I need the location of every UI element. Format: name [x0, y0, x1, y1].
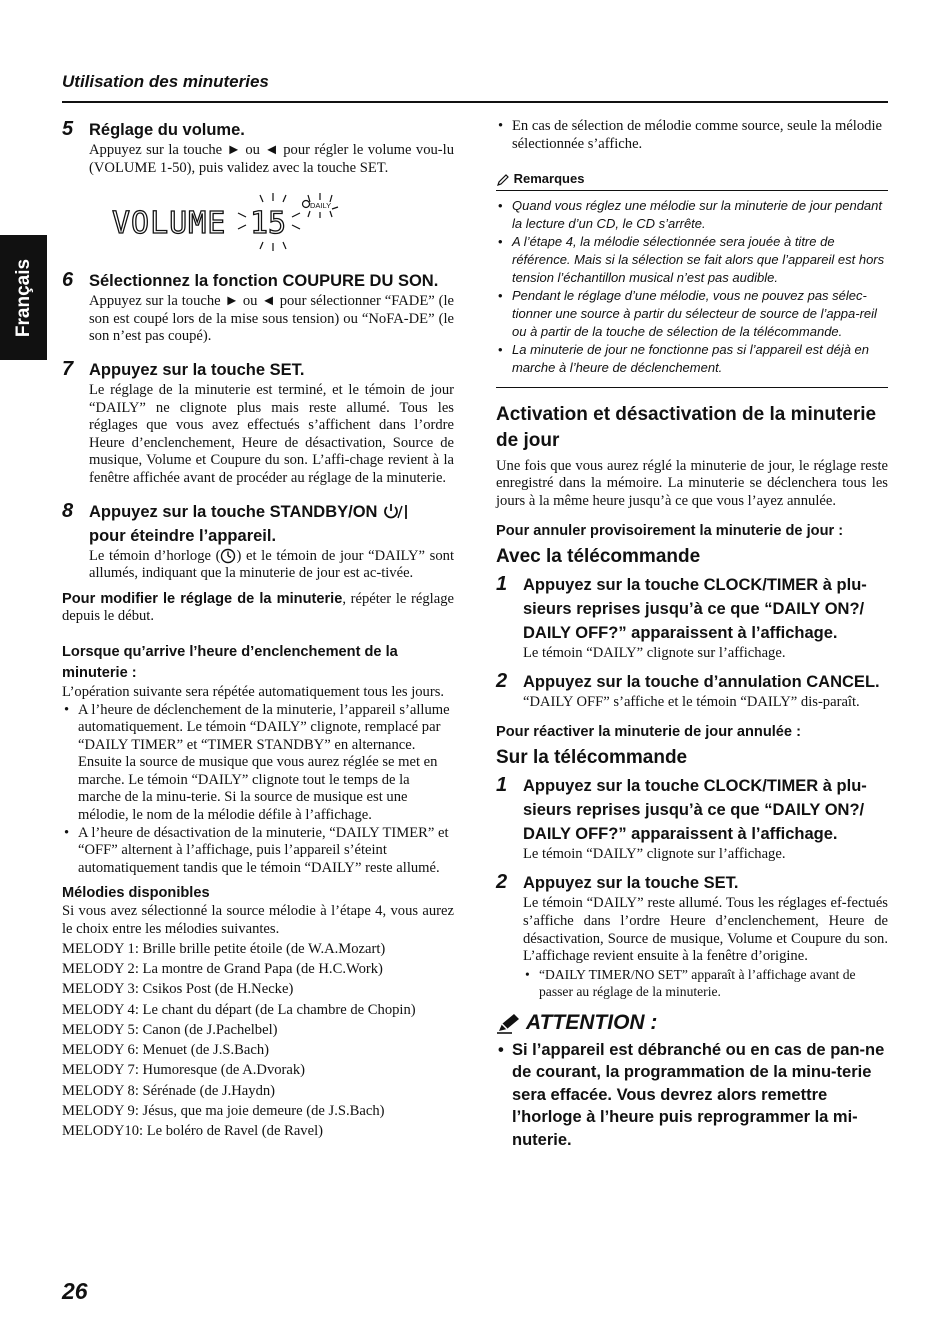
step-text: “DAILY OFF” s’affiche et le témoin “DAILY” dis-paraît.	[523, 694, 860, 711]
list-item: • La minuterie de jour ne fonctionne pas si l’appareil est déjà en marche à l’heure de déclenchement.	[496, 341, 888, 377]
annuler-label: Pour annuler provisoirement la minuterie de jour :	[496, 522, 844, 539]
step-number: 5	[62, 118, 74, 140]
list-item: MELODY 1: Brille brille petite étoile (de W.A.Mozart)	[62, 940, 386, 957]
list-item: MELODY 2: La montre de Grand Papa (de H.C.Work)	[62, 960, 383, 977]
step-title-part-b: pour éteindre l’appareil.	[89, 526, 277, 545]
list-item: • A l’heure de désactivation de la minuterie, “DAILY TIMER” et “OFF” alternent à l’affichage, puis l’appareil s’éteint automatiquement tandis que le témoin “DAILY” reste allumé.	[62, 825, 454, 878]
annuler-step-2	[496, 670, 888, 712]
step-title: Appuyez sur la touche SET.	[523, 874, 739, 893]
step-7	[62, 358, 454, 488]
step-number: 1	[496, 572, 508, 595]
clock-indicator-icon	[220, 548, 236, 564]
list-item: MELODY 4: Le chant du départ (de La chambre de Chopin)	[62, 1001, 416, 1018]
step-text	[89, 548, 454, 583]
list-item: • A l’étape 4, la mélodie sélectionnée sera jouée à titre de référence. Mais si la sélection se fait alors que l’appareil est hors tension l’échantillon musical n’est pas audible.	[496, 233, 888, 287]
attention-title: ATTENTION :	[526, 1010, 658, 1034]
melody-list	[62, 939, 454, 1142]
step-6	[62, 269, 454, 346]
step-title: Réglage du volume.	[89, 121, 245, 139]
step-title: Sélectionnez la fonction COUPURE DU SON.	[89, 272, 439, 291]
reactiver-step-2	[496, 871, 888, 1001]
list-item: MELODY 3: Csikos Post (de H.Necke)	[62, 981, 294, 998]
step-number: 7	[62, 357, 74, 380]
modify-note-rest: , répéter le réglage depuis le début.	[62, 590, 454, 625]
list-item: MELODY 6: Menuet (de J.S.Bach)	[62, 1042, 269, 1059]
step-text: Le réglage de la minuterie est terminé, et le témoin de jour “DAILY” ne clignote plus mais reste allumé. Tous les réglages que vous avez effectués s’affichent dans l’ordre Heure d’enclenchement, Heure de désactivation, Source de musique, Volume et Coupure du son. L’affi-chage revient à la fenêtre affichée avant de procéder au réglage de la minuterie.	[89, 381, 454, 486]
activation-text: Une fois que vous aurez réglé la minuterie de jour, le réglage reste enregistré dans la mémoire. La minuterie se déclenchera tous les jours à la même heure jusqu’à ce que vous l’ayez annulée.	[496, 457, 888, 509]
step-title: Appuyez sur la touche SET.	[89, 360, 305, 379]
activation-title: Activation et désactivation de la minuterie de jour	[496, 403, 877, 451]
step-bullet-list	[523, 966, 888, 1001]
page-number: 26	[62, 1278, 88, 1304]
note-pencil-icon	[496, 173, 510, 187]
section-divider	[496, 387, 888, 388]
attention-list	[496, 1039, 888, 1152]
step-text: Appuyez sur la touche ► ou ◄ pour régler le volume vou-lu (VOLUME 1-50), puis validez avec la touche SET.	[89, 142, 454, 176]
remarques-heading	[496, 169, 888, 191]
list-item: MELODY 7: Humoresque (de A.Dvorak)	[62, 1062, 306, 1079]
annuler-subtitle: Avec la télécommande	[496, 545, 701, 567]
step-title-part-a: Appuyez sur la touche STANDBY/ON	[89, 502, 378, 521]
step-text-part-a: Le témoin d’horloge (	[89, 547, 221, 564]
step-8	[62, 500, 454, 583]
step-text: Appuyez sur la touche ► ou ◄ pour sélectionner “FADE” (le son est coupé lors de la mise sous tension) ou “NoFA-DE” (le son n’est pas coupé).	[89, 293, 454, 345]
volume-value: 15	[250, 206, 287, 242]
reactiver-subtitle: Sur la télécommande	[496, 746, 688, 768]
remarques-title: Remarques	[513, 171, 585, 187]
step-number: 8	[62, 499, 74, 522]
list-item: MELODY 5: Canon (de J.Pachelbel)	[62, 1021, 278, 1038]
right-column	[496, 118, 888, 1151]
language-tab-label: Français	[12, 258, 34, 337]
volume-display-illustration	[110, 191, 350, 255]
attention-heading	[496, 1011, 888, 1035]
volume-label: VOLUME	[112, 206, 227, 242]
daily-indicator: DAILY	[310, 201, 332, 211]
step-text-part-b: ) et le témoin de jour “DAILY” sont allumés, indiquant que la minuterie de jour est ac-tivée.	[89, 547, 454, 582]
step-title: Appuyez sur la touche d’annulation CANCEL.	[523, 673, 880, 692]
step-5	[62, 118, 454, 177]
step-title: Appuyez sur la touche CLOCK/TIMER à plu-sieurs reprises jusqu’à ce que “DAILY ON?/ DAILY OFF?” apparaissent à l’affichage.	[523, 575, 867, 642]
left-column	[62, 118, 454, 1142]
step-number: 2	[496, 871, 508, 894]
annuler-step-1	[496, 573, 888, 663]
list-item: • En cas de sélection de mélodie comme source, seule la mélodie sélectionnée s’affiche.	[496, 118, 888, 153]
reactiver-step-1	[496, 774, 888, 864]
melodies-heading: Mélodies disponibles	[62, 885, 210, 902]
lcd-display-icon	[110, 191, 350, 255]
melodies-intro: Si vous avez sélectionné la source mélodie à l’étape 4, vous aurez le choix entre les mélodies suivantes.	[62, 903, 454, 938]
list-item: • “DAILY TIMER/NO SET” apparaît à l’affichage avant de passer au réglage de la minuterie.	[523, 966, 888, 1001]
step-number: 1	[496, 773, 508, 796]
language-tab	[0, 235, 47, 360]
modify-note	[62, 591, 454, 626]
list-item: • A l’heure de déclenchement de la minuterie, l’appareil s’allume automatiquement. Le témoin “DAILY” clignote, remplacé par “DAILY TIMER” et “TIMER STANDBY” en alternance. Ensuite la source de musique que vous aurez réglée se met en marche. Le témoin “DAILY” clignote tout le temps de la marche de la minu-terie. Si la source de musique est une mélodie, le nom de la mélodie défile à l’affichage.	[62, 702, 454, 825]
top-bullet-list	[496, 118, 888, 153]
step-text: Le témoin “DAILY” clignote sur l’affichage.	[523, 845, 786, 862]
power-standby-icon	[382, 503, 410, 521]
remarques-list	[496, 197, 888, 377]
lorsque-heading: Lorsque qu’arrive l’heure d’enclenchement de la minuterie :	[62, 643, 398, 681]
step-text: Le témoin “DAILY” reste allumé. Tous les réglages ef-fectués s’affiche dans l’ordre Heure d’enclenchement, Heure de désactivation, Source de musique, Volume et Coupure du son. L’affichage revient ensuite à la fenêtre d’origine.	[523, 895, 888, 965]
lorsque-intro: L’opération suivante sera répétée automatiquement tous les jours.	[62, 683, 445, 700]
step-title: Appuyez sur la touche CLOCK/TIMER à plu-sieurs reprises jusqu’à ce que “DAILY ON?/ DAILY OFF?” apparaissent à l’affichage.	[523, 776, 867, 843]
step-number: 6	[62, 269, 74, 292]
step-number: 2	[496, 670, 508, 693]
step-title	[89, 500, 454, 548]
modify-note-bold: Pour modifier le réglage de la minuterie	[62, 590, 343, 607]
header-rule	[62, 101, 888, 103]
reactiver-label: Pour réactiver la minuterie de jour annulée :	[496, 723, 801, 740]
list-item: MELODY 8: Sérénade (de J.Haydn)	[62, 1082, 276, 1099]
step-text: Le témoin “DAILY” clignote sur l’affichage.	[523, 644, 786, 661]
list-item: • Si l’appareil est débranché ou en cas de pan-ne de courant, la programmation de la minu-terie sera effacée. Vous devrez alors remettre l’horloge à l’heure puis reprogrammer la mi-nuterie.	[496, 1039, 888, 1152]
list-item: MELODY 9: Jésus, que ma joie demeure (de J.S.Bach)	[62, 1103, 385, 1119]
list-item: • Pendant le réglage d’une mélodie, vous ne pouvez pas sélec-tionner une source à partir du sélecteur de source de l’appa-reil ou à partir de la touche de sélection de la télécommande.	[496, 287, 888, 341]
list-item: • Quand vous réglez une mélodie sur la minuterie de jour pendant la lecture d’un CD, le CD s’arrête.	[496, 197, 888, 233]
list-item: MELODY10: Le boléro de Ravel (de Ravel)	[62, 1123, 323, 1140]
lorsque-list	[62, 702, 454, 878]
page-header-title: Utilisation des minuteries	[62, 72, 269, 91]
caution-pen-icon	[496, 1012, 522, 1034]
